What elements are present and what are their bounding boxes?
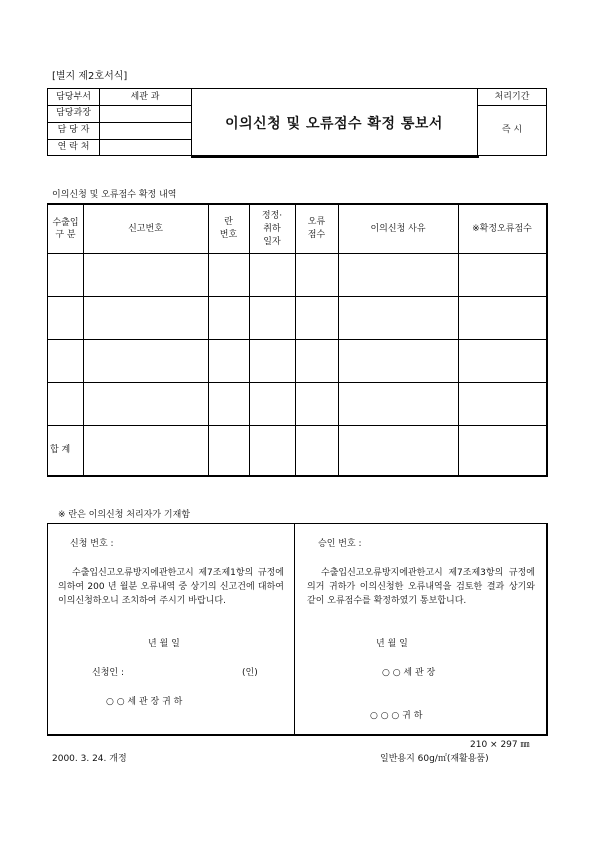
form-number-label: [별지 제2호서식] <box>52 71 128 82</box>
col-header-correction-date: 정정· 취하 일자 <box>261 210 283 247</box>
approval-addressee: ○ ○ ○ 귀 하 <box>370 711 423 721</box>
label-section-chief: 담당과장 <box>56 108 91 118</box>
value-department[interactable]: 세관 과 <box>130 91 160 102</box>
table-row[interactable] <box>48 340 546 382</box>
approval-number-label: 승인 번호 : <box>318 539 362 549</box>
table-row[interactable] <box>48 383 546 425</box>
seal-mark: (인) <box>242 668 258 678</box>
header-box <box>47 88 547 156</box>
application-date: 년 월 일 <box>148 639 180 649</box>
processing-period-value: 즉 시 <box>501 125 523 135</box>
application-addressee: ○ ○ 세 관 장 귀 하 <box>106 697 183 707</box>
document-title: 이의신청 및 오류점수 확정 통보서 <box>225 115 443 132</box>
value-officer[interactable] <box>99 122 191 139</box>
note-text: ※ 란은 이의신청 처리자가 기재함 <box>58 510 191 520</box>
col-header-objection-reason: 이의신청 사유 <box>370 223 426 234</box>
paper-spec: 일반용지 60g/㎡(재활용품) <box>380 754 489 764</box>
col-header-item-number: 란 번호 <box>219 217 238 240</box>
approval-sender: ○ ○ 세 관 장 <box>382 668 436 678</box>
col-header-confirmed-points: ※확정오류점수 <box>472 223 532 234</box>
value-section-chief[interactable] <box>99 105 191 122</box>
value-contact[interactable] <box>99 139 191 156</box>
label-department: 담당부서 <box>56 91 91 102</box>
table-row[interactable] <box>48 254 546 296</box>
paper-size: 210 × 297 ㎜ <box>470 740 530 750</box>
approval-date: 년 월 일 <box>376 639 408 649</box>
section-title: 이의신청 및 오류점수 확정 내역 <box>52 190 177 200</box>
application-box <box>47 523 548 736</box>
application-body-text: 수출입신고오류방지에관한고시 제7조제1항의 규정에 의하여 200 년 월분 오류내역 중 상기의 신고건에 대하여 이의신청하오니 조치하여 주시기 바랍니다. <box>58 568 284 606</box>
table-row[interactable] <box>48 297 546 339</box>
approval-body-text: 수출입신고오류방지에관한고시 제7조제3항의 규정에 의거 귀하가 이의신청한 오류내역을 검토한 결과 상기와 같이 오류점수를 확정하였기 통보합니다. <box>307 568 535 606</box>
label-contact: 연 락 처 <box>57 142 90 152</box>
details-table <box>47 203 548 477</box>
revision-date: 2000. 3. 24. 개정 <box>52 754 127 764</box>
processing-period-label: 처리기간 <box>494 91 530 102</box>
col-header-declaration-number: 신고번호 <box>128 223 163 234</box>
label-officer: 담 당 자 <box>57 125 90 135</box>
applicant-label: 신청인 : <box>92 668 124 678</box>
col-header-trade-type: 수출입 구 분 <box>52 218 79 240</box>
application-number-label: 신청 번호 : <box>70 539 114 549</box>
total-row-label: 합 계 <box>50 445 71 455</box>
col-header-error-points: 오류 점수 <box>307 217 326 240</box>
